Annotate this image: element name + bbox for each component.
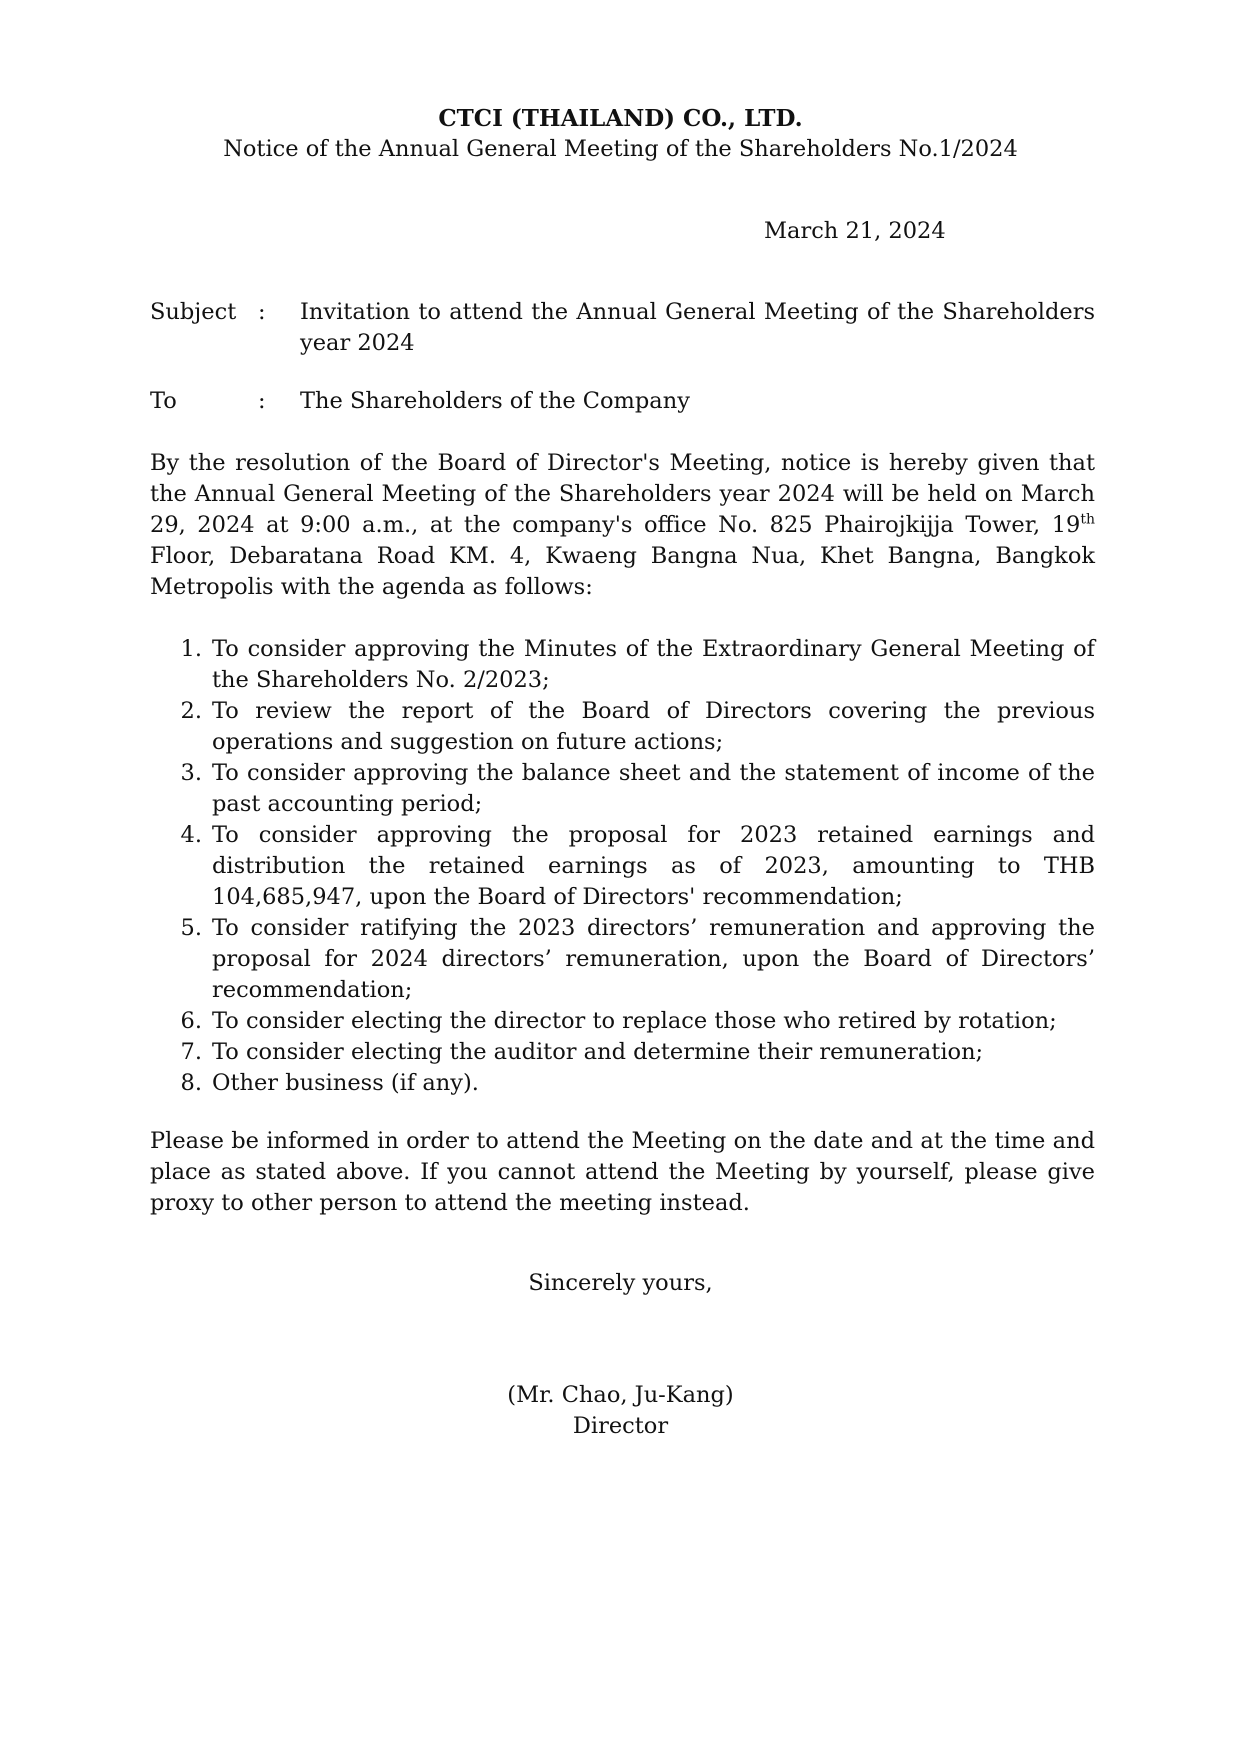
- agenda-number: 7.: [180, 1039, 202, 1065]
- agenda-text: To consider electing the director to replace those who retired by rotation;: [212, 1008, 1057, 1034]
- agenda-item: [150, 1006, 1095, 1037]
- intro-paragraph: [150, 448, 1095, 603]
- closing-salutation: Sincerely yours,: [528, 1270, 713, 1296]
- intro-text-before: By the resolution of the Board of Director's Meeting, notice is hereby given that the Annual General Meeting of the Shareholders year 2024 will be held on March 29, 2024 at 9:00 a.m., at the company's office No. 825 Phairojkijja Tower, 19: [150, 450, 1095, 538]
- agenda-item: [150, 696, 1095, 758]
- agenda-text: To consider electing the auditor and determine their remuneration;: [212, 1039, 984, 1065]
- agenda-item: [150, 820, 1095, 913]
- signature-block: [0, 1380, 1241, 1442]
- intro-text-after: Floor, Debaratana Road KM. 4, Kwaeng Bangna Nua, Khet Bangna, Bangkok Metropolis with the agenda as follows:: [150, 543, 1095, 600]
- to-label: To: [150, 388, 177, 414]
- agenda-number: 3.: [180, 760, 202, 786]
- agenda-number: 5.: [180, 915, 202, 941]
- letter-date: March 21, 2024: [764, 218, 946, 244]
- agenda-number: 8.: [180, 1070, 202, 1096]
- subject-colon: :: [258, 299, 266, 325]
- subject-value: Invitation to attend the Annual General Meeting of the Shareholders year 2024: [300, 299, 1095, 356]
- agenda-text: To consider approving the proposal for 2023 retained earnings and distribution the retained earnings as of 2023, amounting to THB 104,685,947, upon the Board of Directors' recommendation;: [212, 822, 1095, 910]
- company-name: CTCI (THAILAND) CO., LTD.: [438, 105, 803, 132]
- agenda-number: 2.: [180, 698, 202, 724]
- to-colon: :: [258, 388, 266, 414]
- subject-label: Subject: [150, 299, 237, 325]
- signatory-title: Director: [572, 1413, 669, 1439]
- to-value: The Shareholders of the Company: [300, 388, 690, 414]
- agenda-text: Other business (if any).: [212, 1070, 479, 1096]
- notice-title: Notice of the Annual General Meeting of the Shareholders No.1/2024: [223, 136, 1018, 162]
- agenda-list: [150, 634, 1095, 1099]
- agenda-number: 1.: [180, 636, 202, 662]
- to-row: [150, 386, 1095, 417]
- floor-ordinal-suffix: th: [1080, 511, 1095, 528]
- subject-row: [150, 297, 1095, 359]
- document-header: [0, 103, 1241, 165]
- agenda-item: [150, 758, 1095, 820]
- agenda-item: [150, 1068, 1095, 1099]
- agenda-number: 6.: [180, 1008, 202, 1034]
- agenda-text: To consider ratifying the 2023 directors’ remuneration and approving the proposal for 2024 directors’ remuneration, upon the Board of Directors’ recommendation;: [212, 915, 1095, 1003]
- agenda-number: 4.: [180, 822, 202, 848]
- agenda-text: To consider approving the balance sheet and the statement of income of the past accounting period;: [212, 760, 1095, 817]
- agenda-text: To review the report of the Board of Directors covering the previous operations and suggestion on future actions;: [212, 698, 1095, 755]
- agenda-item: [150, 1037, 1095, 1068]
- agenda-item: [150, 634, 1095, 696]
- agenda-text: To consider approving the Minutes of the Extraordinary General Meeting of the Shareholders No. 2/2023;: [212, 636, 1095, 693]
- agenda-item: [150, 913, 1095, 1006]
- signatory-name: (Mr. Chao, Ju-Kang): [507, 1382, 734, 1408]
- closing-paragraph: Please be informed in order to attend the Meeting on the date and at the time and place as stated above. If you cannot attend the Meeting by yourself, please give proxy to other person to attend the meeting instead.: [150, 1128, 1095, 1216]
